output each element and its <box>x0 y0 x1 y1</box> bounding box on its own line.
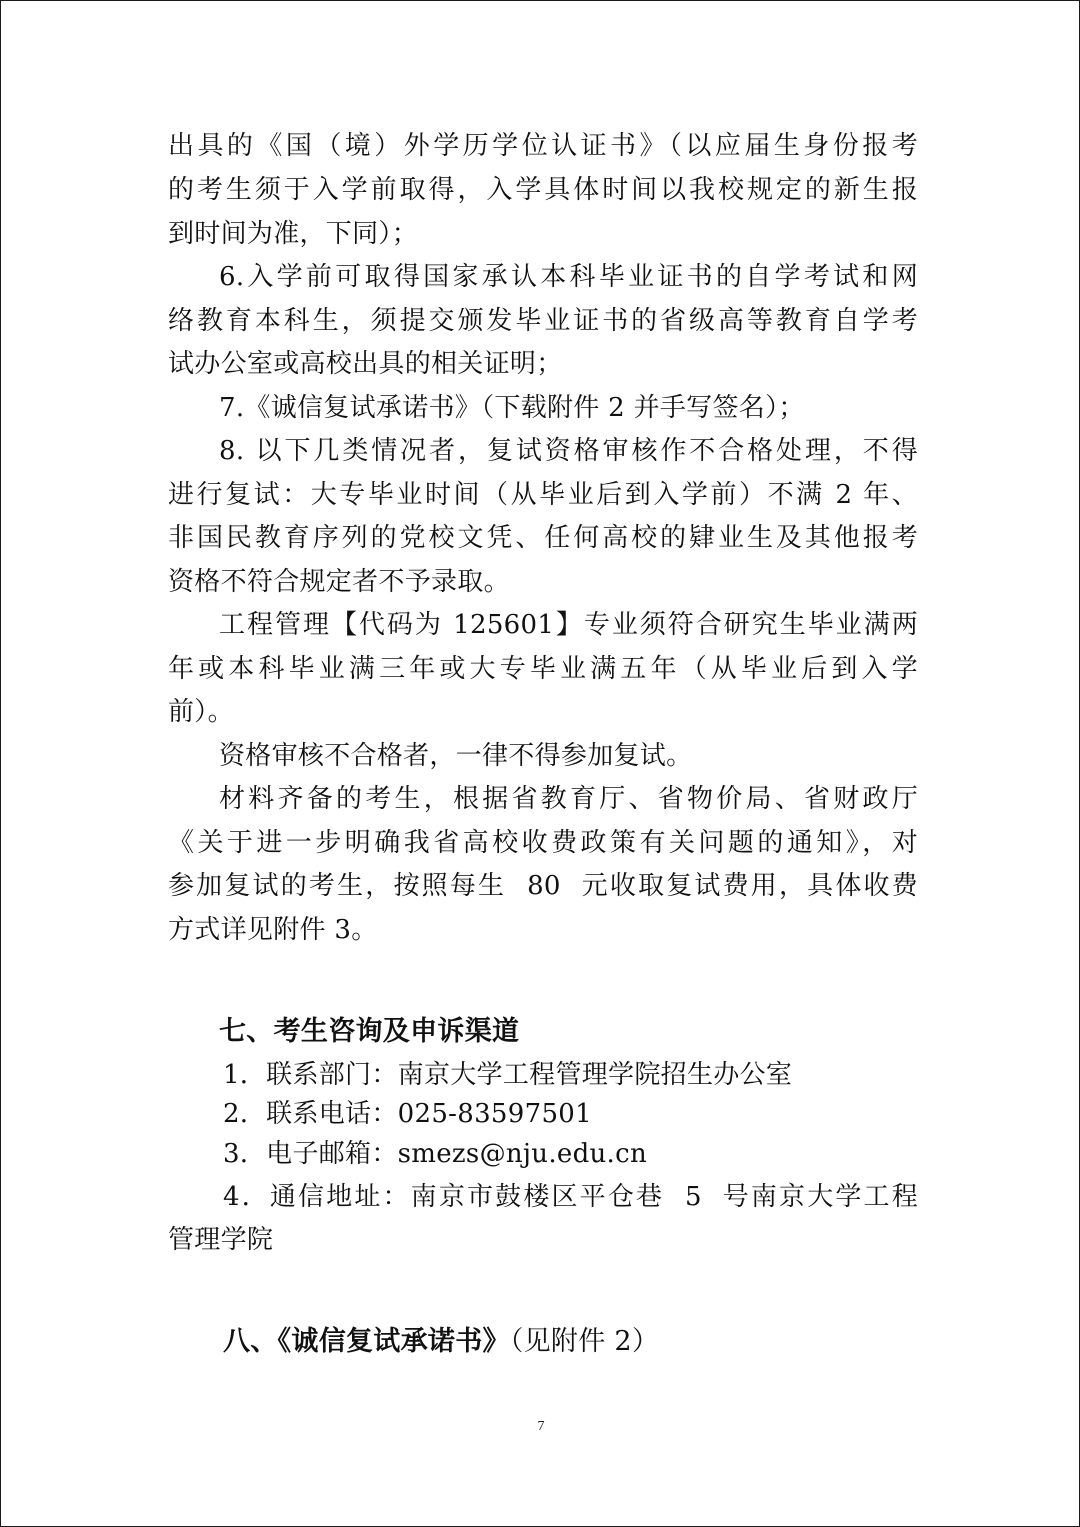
page-number: 7 <box>537 1419 545 1434</box>
section-8-title: 八、《诚信复试承诺书》 <box>223 1326 510 1357</box>
paragraph-line: 材料齐备的考生，根据省教育厅、省物价局、省财政厅 <box>219 784 918 814</box>
paragraph-line: 资格审核不合格者，一律不得参加复试。 <box>219 741 693 771</box>
section-8-note: （见附件 2） <box>509 1326 660 1357</box>
paragraph-line: 试办公室或高校出具的相关证明； <box>168 349 563 379</box>
paragraph-line: 的考生须于入学前取得，入学具体时间以我校规定的新生报 <box>168 175 918 205</box>
paragraph-line: 7.《诚信复试承诺书》（下载附件 2 并手写签名）； <box>219 393 805 423</box>
section-7-heading: 七、考生咨询及申诉渠道 <box>219 1016 520 1047</box>
paragraph-line: 前）。 <box>168 697 234 727</box>
contact-phone: 2．联系电话：025-83597501 <box>223 1099 592 1129</box>
paragraph-line: 年或本科毕业满三年或大专毕业满五年（从毕业后到入学 <box>168 654 918 684</box>
section-8-heading <box>223 1320 918 1364</box>
paragraph-line: 到时间为准，下同）； <box>168 219 419 249</box>
paragraph-line: 方式详见附件 3。 <box>168 915 378 945</box>
paragraph-line: 6.入学前可取得国家承认本科毕业证书的自学考试和网 <box>219 262 918 292</box>
paragraph-line: 络教育本科生，须提交颁发毕业证书的省级高等教育自学考 <box>168 306 918 336</box>
contact-email: 3．电子邮箱：smezs@nju.edu.cn <box>223 1139 648 1169</box>
paragraph-line: 出具的《国（境）外学历学位认证书》（以应届生身份报考 <box>168 131 918 161</box>
paragraph-line: 非国民教育序列的党校文凭、任何高校的肄业生及其他报考 <box>168 523 918 553</box>
contact-department: 1．联系部门：南京大学工程管理学院招生办公室 <box>223 1060 793 1090</box>
paragraph-line: 资格不符合规定者不予录取。 <box>168 567 510 597</box>
paragraph-line: 进行复试：大专毕业时间（从毕业后到入学前）不满 2 年、 <box>168 480 918 510</box>
paragraph-line: 工程管理【代码为 125601】专业须符合研究生毕业满两 <box>219 610 918 640</box>
paragraph-line: 《关于进一步明确我省高校收费政策有关问题的通知》，对 <box>168 828 918 858</box>
contact-address-cont: 管理学院 <box>168 1225 274 1255</box>
paragraph-line: 参加复试的考生，按照每生 80 元收取复试费用，具体收费 <box>168 871 918 901</box>
contact-address: 4．通信地址：南京市鼓楼区平仓巷 5 号南京大学工程 <box>223 1182 918 1212</box>
paragraph-line: 8. 以下几类情况者，复试资格审核作不合格处理，不得 <box>219 436 918 466</box>
